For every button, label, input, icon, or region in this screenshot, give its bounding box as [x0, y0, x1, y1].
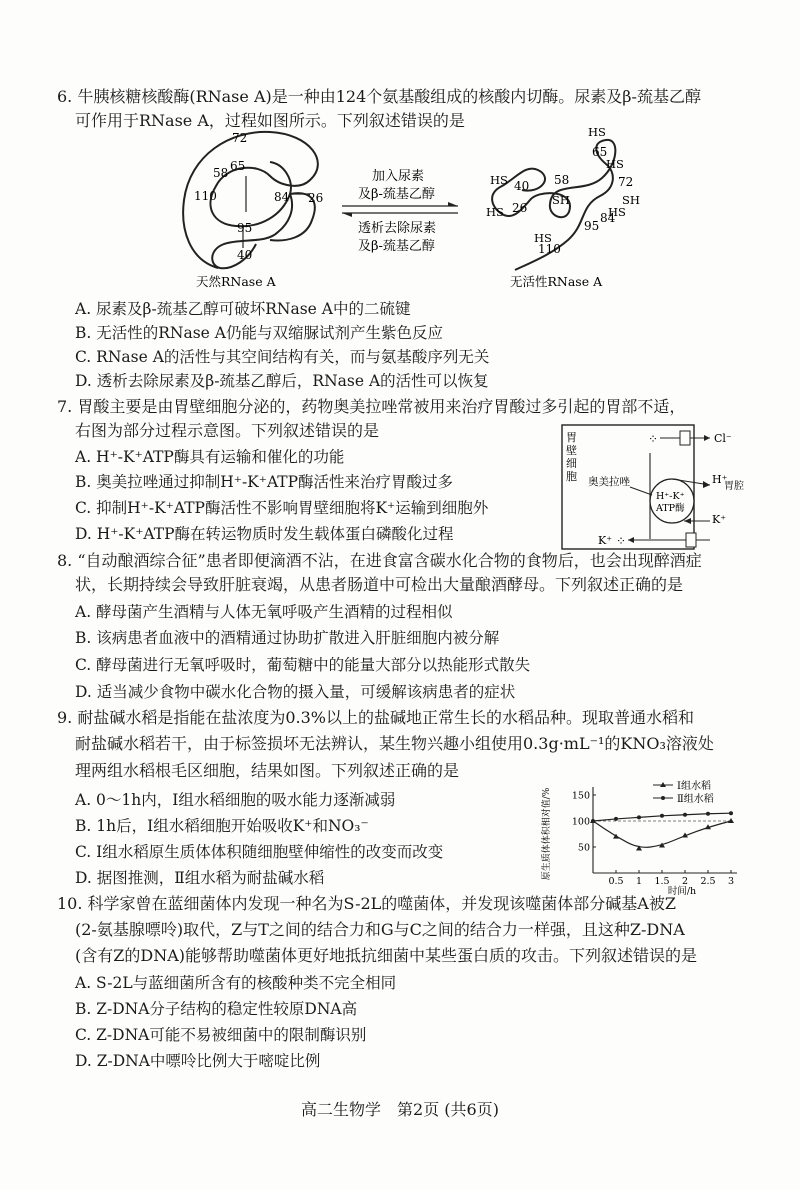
q7-stem-line2: 右图为部分过程示意图。下列叙述错误的是	[75, 421, 380, 440]
page-footer: 高二生物学 第2页 (共6页)	[301, 1100, 499, 1119]
q9-stem-line2: 耐盐碱水稻若干，由于标签损坏无法辨认，某生物兴趣小组使用0.3g·mL⁻¹的KNO₃溶液处	[75, 734, 714, 753]
residue-label: 110	[194, 189, 217, 203]
reverse-condition-line1: 透析去除尿素	[358, 221, 437, 236]
q6-option-b[interactable]: B. 无活性的RNase A仍能与双缩脲试剂产生紫色反应	[75, 324, 443, 342]
enzyme-label-line2: ATP酶	[656, 503, 685, 514]
residue-label: 65	[592, 145, 608, 159]
residue-label: 72	[232, 131, 248, 145]
residue-label: 84	[600, 211, 616, 225]
legend-label-1: Ⅰ组水稻	[677, 781, 711, 792]
y-tick-label: 50	[577, 842, 590, 854]
cl-channel	[680, 431, 690, 445]
residue-label: 110	[538, 242, 561, 256]
cl-label: Cl⁻	[714, 432, 732, 445]
residue-label: HS	[486, 205, 504, 219]
q8-option-a[interactable]: A. 酵母菌产生酒精与人体无氧呼吸产生酒精的过程相似	[75, 603, 453, 621]
q7-option-a[interactable]: A. H⁺-K⁺ATP酶具有运输和催化的功能	[75, 448, 345, 466]
q7-stem-line1: 7. 胃酸主要是由胃壁细胞分泌的，药物奥美拉唑常被用来治疗胃酸过多引起的胃部不适，	[57, 397, 686, 416]
residue-label: 40	[237, 248, 253, 262]
q7-option-c[interactable]: C. 抑制H⁺-K⁺ATP酶活性不影响胃壁细胞将K⁺运输到细胞外	[75, 499, 489, 517]
cell-label-2: 壁	[566, 444, 577, 457]
q9-option-c[interactable]: C. Ⅰ组水稻原生质体体积随细胞壁伸缩性的改变而改变	[75, 843, 444, 861]
residue-label: SH	[622, 193, 640, 207]
k-channel	[686, 533, 696, 547]
drug-label: 奥美拉唑	[588, 476, 630, 488]
residue-label: 26	[308, 191, 324, 205]
residue-label: 72	[618, 175, 634, 189]
q10-option-a[interactable]: A. S-2L与蓝细菌所含有的核酸种类不完全相同	[75, 974, 397, 992]
q8-option-b[interactable]: B. 该病患者血液中的酒精通过协助扩散进入肝脏细胞内被分解	[75, 629, 500, 647]
q6-option-c[interactable]: C. RNase A的活性与其空间结构有关，而与氨基酸序列无关	[75, 348, 490, 366]
forward-condition-line2: 及β-巯基乙醇	[358, 187, 435, 202]
q10-stem-line1: 10. 科学家曾在蓝细菌体内发现一种名为S-2L的噬菌体，并发现该噬菌体部分碱基A被Z	[57, 894, 676, 913]
q9-chart	[535, 775, 760, 895]
series-2-point	[614, 817, 618, 821]
k-out-label: K⁺	[598, 534, 613, 547]
lumen-label: 胃腔	[724, 481, 744, 492]
reverse-arrowhead	[342, 213, 352, 217]
residue-label: 40	[514, 179, 530, 193]
residue-label: SH	[552, 193, 570, 207]
k-ion-icon: ⁘	[616, 534, 627, 548]
q6-stem-line1: 6. 牛胰核糖核酸酶(RNase A)是一种由124个氨基酸组成的核酸内切酶。尿素及β-巯基乙醇	[57, 87, 701, 106]
series-2-point	[706, 812, 710, 816]
q7-option-d[interactable]: D. H⁺-K⁺ATP酶在转运物质时发生载体蛋白磷酸化过程	[75, 525, 454, 543]
q6-option-d[interactable]: D. 透析去除尿素及β-巯基乙醇后，RNase A的活性可以恢复	[75, 372, 489, 390]
q6-stem-line2: 可作用于RNase A，过程如图所示。下列叙述错误的是	[75, 111, 465, 130]
q8-stem-line2: 状，长期持续会导致肝脏衰竭，从患者肠道中可检出大量酿酒酵母。下列叙述正确的是	[75, 575, 684, 594]
x-tick-label: 0.5	[608, 876, 624, 887]
series-2-point	[683, 813, 687, 817]
y-tick-label: 100	[571, 816, 590, 828]
forward-arrowhead	[448, 202, 458, 206]
legend-marker-2	[661, 796, 665, 800]
forward-condition-line1: 加入尿素	[372, 169, 425, 184]
q9-stem-line1: 9. 耐盐碱水稻是指能在盐浓度为0.3%以上的盐碱地正常生长的水稻品种。现取普通水稻和	[57, 708, 695, 727]
q6-figure	[160, 120, 660, 298]
h-ion-label: H⁺	[712, 473, 728, 486]
q10-option-d[interactable]: D. Z-DNA中嘌呤比例大于嘧啶比例	[75, 1052, 321, 1070]
x-tick-label: 1.5	[654, 876, 670, 887]
q10-stem-line2: (2-氨基腺嘌呤)取代，Z与T之间的结合力和G与C之间的结合力一样强，且这种Z-DNA	[75, 920, 685, 939]
q10-option-b[interactable]: B. Z-DNA分子结构的稳定性较原DNA高	[75, 1000, 358, 1018]
q9-stem-line3: 理两组水稻根毛区细胞，结果如图。下列叙述正确的是	[75, 761, 460, 780]
x-tick-label: 3	[727, 876, 735, 887]
inactive-rnase-label: 无活性RNase A	[510, 274, 603, 289]
q9-option-a[interactable]: A. 0～1h内，Ⅰ组水稻细胞的吸水能力逐渐减弱	[75, 791, 396, 809]
q10-stem-line3: (含有Z的DNA)能够帮助噬菌体更好地抵抗细菌中某些蛋白质的攻击。下列叙述错误的是	[75, 946, 697, 965]
q8-option-c[interactable]: C. 酵母菌进行无氧呼吸时，葡萄糖中的能量大部分以热能形式散失	[75, 656, 531, 674]
cell-label-3: 细	[566, 457, 577, 470]
residue-label: HS	[606, 157, 624, 171]
residue-label: 58	[554, 173, 570, 187]
residue-label: HS	[490, 173, 508, 187]
x-tick-label: 2	[681, 876, 689, 887]
q7-option-b[interactable]: B. 奥美拉唑通过抑制H⁺-K⁺ATP酶活性来治疗胃酸过多	[75, 473, 454, 491]
residue-label: 58	[213, 166, 229, 180]
enzyme-label-line1: H⁺-K⁺	[656, 491, 685, 502]
series-2-point	[729, 811, 733, 815]
q7-figure	[560, 423, 745, 553]
cell-label-1: 胃	[566, 431, 577, 444]
q8-stem-line1: 8. “自动酿酒综合征”患者即便滴酒不沾，在进食富含碳水化合物的食物后，也会出现醉酒症	[57, 551, 702, 570]
series-1-point	[728, 818, 734, 823]
k-in-label: K⁺	[712, 513, 727, 526]
residue-label: HS	[534, 231, 552, 245]
residue-label: 95	[584, 219, 600, 233]
residue-label: HS	[588, 125, 606, 139]
residue-label: HS	[608, 205, 626, 219]
y-axis-label: 原生质体体积相对值/%	[542, 787, 552, 881]
residue-label: 26	[512, 201, 528, 215]
native-rnase-label: 天然RNase A	[196, 274, 276, 289]
x-tick-label: 1	[635, 876, 643, 887]
q6-option-a[interactable]: A. 尿素及β-巯基乙醇可破坏RNase A中的二硫键	[75, 300, 411, 318]
x-tick-label: 2.5	[700, 876, 716, 887]
cell-label-4: 胞	[566, 470, 577, 483]
series-2-point	[660, 814, 664, 818]
y-tick-label: 150	[571, 790, 590, 802]
q8-option-d[interactable]: D. 适当减少食物中碳水化合物的摄入量，可缓解该病患者的症状	[75, 683, 516, 701]
legend-label-2: Ⅱ组水稻	[677, 794, 714, 805]
cl-ion-icon: ⁘	[648, 432, 659, 446]
residue-label: 84	[274, 190, 290, 204]
series-2-point	[591, 819, 595, 823]
q10-option-c[interactable]: C. Z-DNA可能不易被细菌中的限制酶识别	[75, 1026, 367, 1044]
reverse-condition-line2: 及β-巯基乙醇	[358, 239, 435, 254]
residue-label: 95	[237, 221, 253, 235]
residue-label: 65	[230, 159, 246, 173]
q9-option-b[interactable]: B. 1h后，Ⅰ组水稻细胞开始吸收K⁺和NO₃⁻	[75, 817, 369, 835]
series-2-point	[637, 815, 641, 819]
x-axis-label: 时间/h	[667, 886, 697, 895]
q9-option-d[interactable]: D. 据图推测，Ⅱ组水稻为耐盐碱水稻	[75, 869, 325, 887]
